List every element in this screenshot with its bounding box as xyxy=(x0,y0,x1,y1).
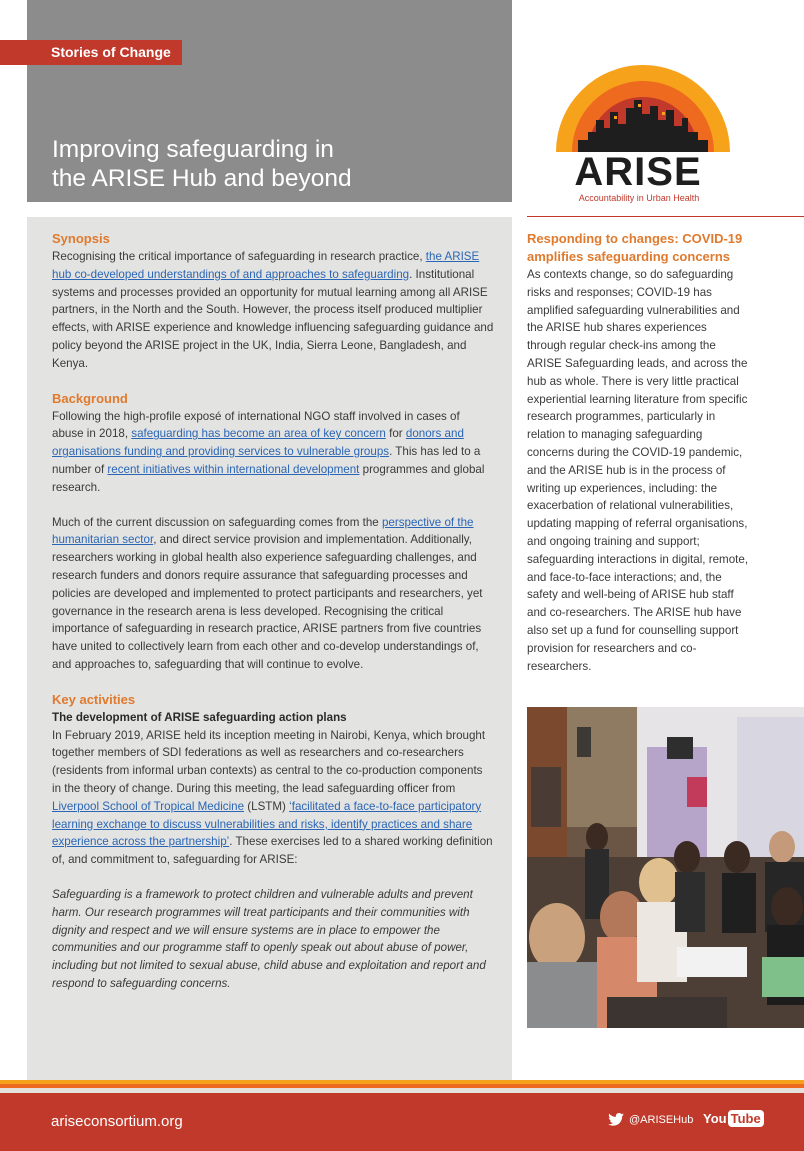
activities-text: In February 2019, ARISE held its inception meeting in Nairobi, Kenya, which brought together members of SDI federations as well as researchers and co-researchers (residents from informal urban contexts) as central to the co-production components in the theory of change. During this meeting, the lead safeguarding officer from xyxy=(52,728,486,795)
donors-link[interactable]: donors and organisations funding and providing services to vulnerable groups xyxy=(52,427,464,459)
twitter-icon xyxy=(608,1113,624,1126)
action-plans-subheading: The development of ARISE safeguarding action plans xyxy=(52,710,347,724)
safeguarding-definition-quote: Safeguarding is a framework to protect children and vulnerable adults and prevent harm. Our research programmes will treat participants and their communities with dignity and respect and we will ensure systems are in place to empower the communities and our programme staff to openly speak out about abuse of power, including but not limited to sexual abuse, child abuse and exploitation and report and respond to safeguarding concerns. xyxy=(52,887,486,990)
youtube-you: You xyxy=(703,1111,727,1126)
twitter-handle-link[interactable] xyxy=(608,1113,693,1126)
logo-wordmark: ARISE xyxy=(574,150,702,194)
background-text: Much of the current discussion on safeguarding comes from the xyxy=(52,515,382,529)
activities-text: (LSTM) xyxy=(244,799,290,813)
recent-initiatives-link[interactable]: recent initiatives within international development xyxy=(107,462,360,476)
website-link[interactable]: ariseconsortium.org xyxy=(51,1113,183,1130)
footer-bar xyxy=(0,1093,804,1151)
synopsis-paragraph xyxy=(52,248,494,373)
covid-heading: Responding to changes: COVID-19 amplifies safeguarding concerns xyxy=(527,231,743,264)
key-activities-heading: Key activities xyxy=(52,691,136,707)
synopsis-text-1: Recognising the critical importance of safeguarding in research practice, xyxy=(52,250,426,263)
background-text: Following the high-profile exposé of international NGO staff involved in cases of abuse in 2018, xyxy=(52,409,460,441)
page-title-line-1: Improving safeguarding in xyxy=(52,136,334,163)
key-concern-link[interactable]: safeguarding has become an area of key concern xyxy=(131,427,386,441)
left-column xyxy=(52,230,494,1010)
background-text: . This has led to a number of xyxy=(52,445,481,476)
right-column-divider xyxy=(527,216,804,217)
activities-text: . These exercises led to a shared working definition of, and commitment to, safeguarding for ARISE: xyxy=(52,835,493,867)
background-text: for xyxy=(385,427,406,441)
covid-paragraph: As contexts change, so do safeguarding risks and responses; COVID-19 has amplified safeguarding vulnerabilities and the ARISE hub shares experiences through regular check-ins among the ARISE Safeguarding leads, and across the hub as whole. There is very little practical experiential learning literature from specific research programmes, particularly in relation to managing safeguarding concerns during the COVID-19 pandemic, and the ARISE hub is in the process of writing up experiences, including: the exacerbation of relational vulnerabilities, updating mapping of referral organisations, and ongoing training and support; safeguarding interactions in digital, remote, and face-to-face interactions; and, the safety and well-being of ARISE hub staff and co-researchers. The ARISE hub have also set up a fund for counselling support provision for researchers and co-researchers. xyxy=(527,268,749,673)
background-heading: Background xyxy=(52,390,128,406)
stories-of-change-tag: Stories of Change xyxy=(0,40,182,65)
background-paragraph-2 xyxy=(52,514,494,674)
humanitarian-sector-link[interactable]: perspective of the humanitarian sector xyxy=(52,515,474,547)
synopsis-link[interactable]: the ARISE hub co-developed understandings of and approaches to safeguarding xyxy=(52,250,480,281)
meeting-photo xyxy=(527,707,804,1028)
background-text: programmes and global research. xyxy=(52,462,485,494)
youtube-tube: Tube xyxy=(728,1110,764,1127)
youtube-logo-link[interactable] xyxy=(703,1110,764,1127)
logo-tagline: Accountability in Urban Health xyxy=(578,193,700,203)
right-column xyxy=(527,230,749,675)
lstm-link[interactable]: Liverpool School of Tropical Medicine xyxy=(52,799,245,813)
key-activities-paragraph xyxy=(52,727,494,869)
twitter-handle: @ARISEHub xyxy=(629,1113,694,1126)
background-paragraph-1 xyxy=(52,408,494,497)
page-title xyxy=(52,135,492,193)
page-title-line-2: the ARISE Hub and beyond xyxy=(52,165,352,192)
synopsis-text-2: . Institutional systems and processes provided an opportunity for mutual learning among all ARISE partners, in the North and the South. However, the process itself produced multiplier effects, with ARISE experience and knowledge influencing safeguarding guidance and policy beyond the ARISE project in the UK, India, Sierra Leone, Bangladesh, and Kenya. xyxy=(52,267,494,370)
synopsis-heading: Synopsis xyxy=(52,231,110,246)
background-text: , and direct service provision and implementation. Additionally, researchers working in global health also experience safeguarding challenges, and research funders and donors require assurance that safeguarding processes and policies are developed and implemented to protect participants and researchers, yet governance in the research arena is less developed. Recognising the critical importance of safeguarding in research practice, ARISE partners from five countries have united to collectively learn from each other and co-develop understandings of, and approaches to, safeguarding that will continue to evolve. xyxy=(52,533,483,671)
learning-exchange-link[interactable]: ‘facilitated a face-to-face participatory learning exchange to discuss vulnerabilities and risks, identify practices and share experience across the partnership’ xyxy=(52,799,482,849)
